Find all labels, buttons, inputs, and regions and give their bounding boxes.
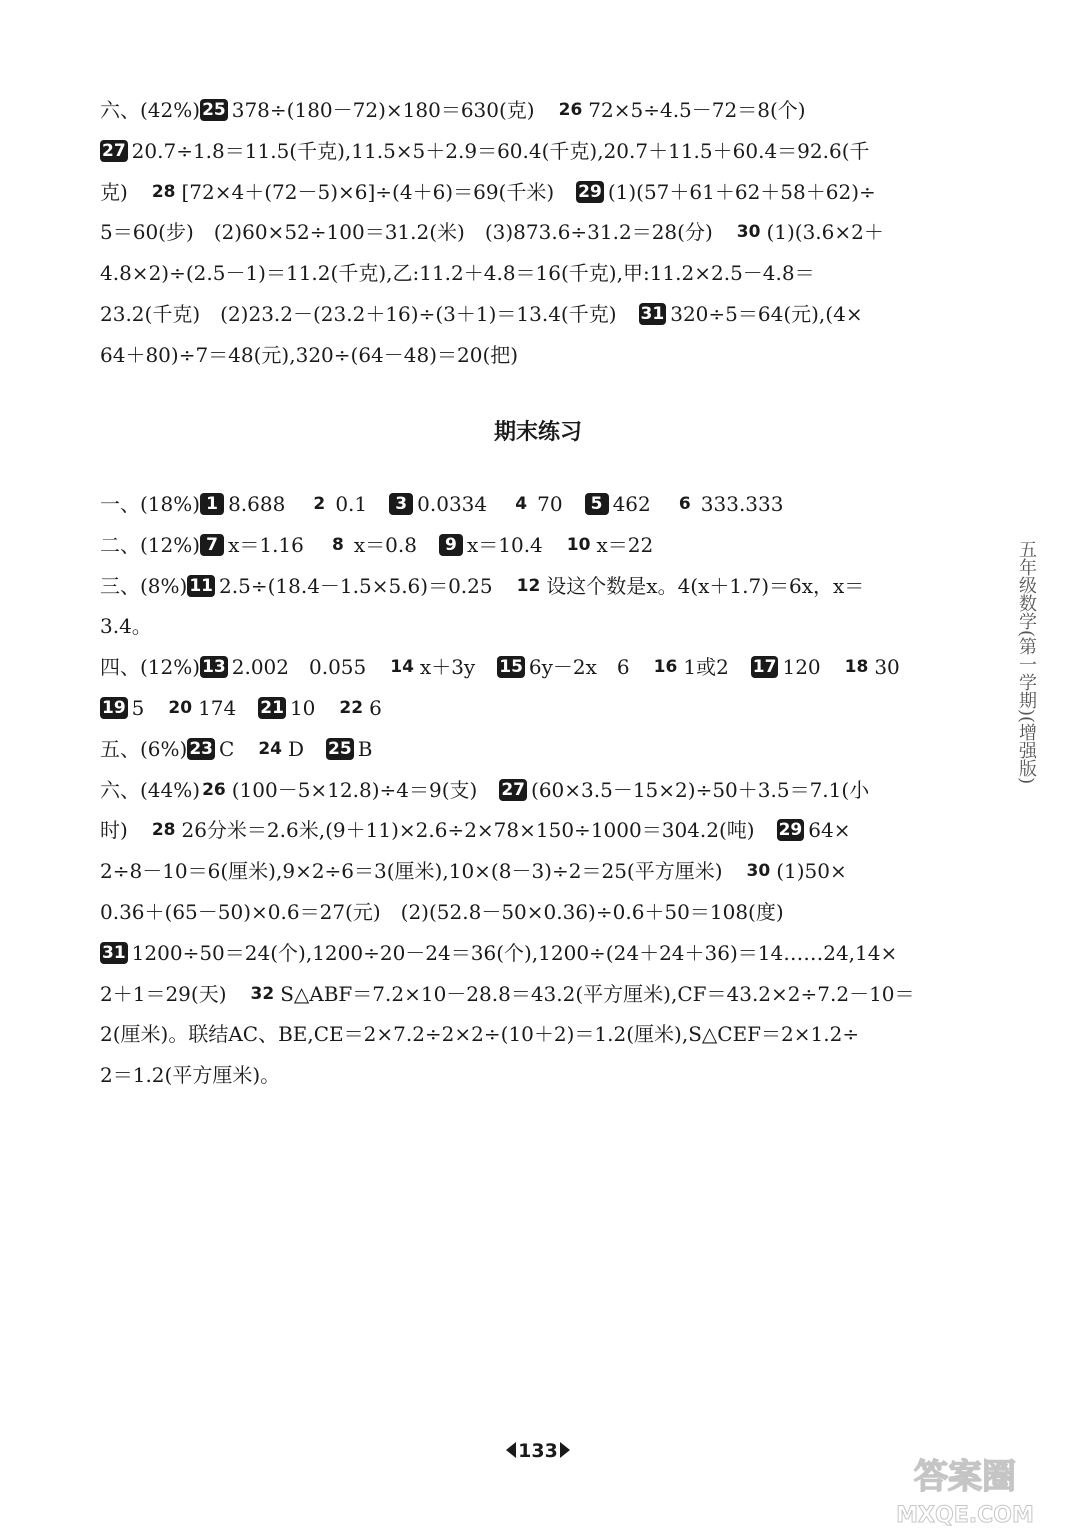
answer-line [100, 335, 518, 375]
answer-line [100, 851, 847, 891]
answer-text: 378÷(180－72)×180＝630(克) [231, 98, 535, 122]
answer-text: 2＝1.2(平方厘米)。 [100, 1063, 281, 1088]
answer-text: 10 [289, 696, 316, 720]
question-number-badge: 32 [250, 983, 275, 1004]
question-number-badge: 28 [151, 820, 176, 841]
answer-text: 2＋1＝29(天) [100, 981, 227, 1006]
question-number-badge: 25 [328, 738, 352, 759]
answer-text: 一、(18%) [100, 492, 201, 516]
answer-text: 462 [612, 492, 651, 516]
answer-text: 70 [537, 492, 563, 516]
answer-text: 三、(8%) [100, 573, 188, 598]
question-number-badge: 23 [189, 738, 214, 759]
answer-text: 20.7÷1.8＝11.5(千克),11.5×5＋2.9＝60.4(千克),20.7＋11.5＋60.4＝92.6(千 [131, 138, 870, 163]
answer-text: 23.2(千克) (2)23.2－(23.2＋16)÷(3＋1)＝13.4(千克) [100, 302, 617, 326]
answer-text: 1200÷50＝24(个),1200÷20－24＝36(个),1200÷(24＋24＋36)＝14……24,14× [131, 940, 898, 965]
question-number-badge: 29 [578, 181, 602, 202]
answer-text: S△ABF＝7.2×10－28.8＝43.2(平方厘米),CF＝43.2×2÷7.2－10＝ [280, 981, 915, 1006]
answer-text: 5＝60(步) (2)60×52÷100＝31.2(米) (3)873.6÷31.2＝28(分) [100, 220, 713, 245]
arrow-left-icon [506, 1442, 516, 1458]
question-number-badge: 26 [202, 779, 226, 800]
question-number-badge: 31 [640, 304, 665, 324]
answer-text: (1)(57＋61＋62＋58＋62)÷ [607, 179, 876, 204]
question-number-badge: 27 [501, 779, 526, 800]
question-number-badge: 3 [389, 493, 413, 515]
answer-text: 0.36＋(65－50)×0.6＝27(元) (2)(52.8－50×0.36)÷0.6＋50＝108(度) [100, 900, 784, 924]
question-number-badge: 15 [499, 657, 523, 678]
answer-text: 320÷5＝64(元),(4× [670, 302, 863, 326]
answer-text: (60×3.5－15×2)÷50＋3.5＝7.1(小 [531, 777, 870, 802]
answer-text: (1)(3.6×2＋ [766, 220, 884, 245]
answer-line [100, 212, 884, 252]
answer-line [100, 253, 815, 293]
answer-text: 0.1 [335, 492, 368, 516]
answer-line [100, 131, 870, 171]
question-number-badge: 31 [102, 942, 126, 963]
answer-text: 26分米＝2.6米,(9＋11)×2.6÷2×78×150÷1000＝304.2(吨) [181, 818, 755, 843]
question-number-badge: 13 [202, 657, 226, 678]
answer-text: 0.0334 [417, 492, 488, 516]
answer-line [100, 729, 372, 769]
answer-text: 二、(12%) [100, 532, 201, 557]
answer-text: 2÷8－10＝6(厘米),9×2÷6＝3(厘米),10×(8－3)÷2＝25(平方厘米) [100, 859, 723, 884]
question-number-badge: 1 [200, 493, 224, 515]
answer-text: 120 [782, 655, 821, 680]
answer-line [100, 1014, 859, 1054]
answer-line [100, 810, 850, 850]
answer-text: 时) [100, 818, 128, 843]
answer-text: 30 [874, 655, 900, 680]
question-number-badge: 10 [566, 534, 591, 555]
question-number-badge: 30 [746, 861, 771, 882]
answer-text: C [219, 736, 235, 761]
answer-text: B [357, 736, 373, 761]
answer-text: x＋3y [419, 655, 476, 680]
question-number-badge: 28 [151, 181, 176, 202]
answer-text: x＝22 [596, 532, 654, 557]
question-number-badge: 16 [653, 657, 678, 678]
answer-text: x＝0.8 [353, 532, 417, 557]
answer-text: 333.333 [700, 492, 784, 516]
answer-text: 174 [198, 696, 237, 720]
question-number-badge: 14 [390, 657, 414, 678]
answer-text: (1)50× [776, 859, 847, 884]
answer-line [100, 90, 806, 130]
answer-text: [72×4＋(72－5)×6]÷(4＋6)＝69(千米) [181, 179, 555, 204]
question-number-badge: 5 [585, 493, 609, 515]
answer-text: 1或2 [683, 655, 729, 680]
question-number-badge: 29 [778, 820, 803, 841]
question-number-badge: 11 [189, 575, 214, 596]
question-number-badge: 6 [673, 493, 697, 515]
question-number-badge: 18 [844, 657, 869, 678]
answer-text: 72×5÷4.5－72＝8(个) [588, 98, 806, 122]
answer-line [100, 688, 382, 728]
answer-text: 设这个数是x。4(x＋1.7)＝6x，x＝ [546, 573, 865, 598]
answer-text: 6y－2x 6 [528, 655, 630, 680]
side-book-title: 五年级数学(第一学期)(增强版) [1016, 540, 1037, 785]
arrow-right-icon [560, 1442, 570, 1458]
answer-text: x＝10.4 [466, 532, 543, 557]
answer-text: 64× [808, 818, 851, 843]
answer-line [100, 1055, 280, 1095]
watermark-logo [880, 1450, 1050, 1530]
answer-text: 五、(6%) [100, 736, 188, 761]
question-number-badge: 8 [326, 534, 350, 556]
question-number-badge: 7 [200, 534, 224, 556]
question-number-badge: 4 [509, 493, 533, 515]
answer-text: 克) [100, 179, 128, 204]
answer-text: 3.4。 [100, 614, 152, 639]
page-number-text: 133 [518, 1440, 558, 1462]
question-number-badge: 24 [258, 738, 282, 759]
answer-line [100, 525, 653, 565]
answer-text: 六、(42%) [100, 98, 201, 122]
answer-text: 4.8×2)÷(2.5－1)＝11.2(千克),乙:11.2＋4.8＝16(千克),甲:11.2×2.5－4.8＝ [100, 261, 815, 286]
answer-text: 8.688 [228, 492, 286, 516]
question-number-badge: 19 [102, 698, 126, 718]
watermark-line2: MXQE.COM [896, 1503, 1034, 1528]
answer-text: 六、(44%) [100, 777, 201, 802]
answer-line [100, 933, 897, 973]
answer-line [100, 770, 869, 810]
answer-text: 5 [131, 696, 145, 720]
answer-line [100, 566, 864, 606]
answer-text: 2(厘米)。联结AC、BE,CE＝2×7.2÷2×2÷(10＋2)＝1.2(厘米),S△CEF＝2×1.2÷ [100, 1022, 860, 1047]
answer-line [100, 892, 784, 932]
answer-text: 64＋80)÷7＝48(元),320÷(64－48)＝20(把) [100, 342, 519, 367]
answer-line [100, 606, 152, 646]
answer-text: 6 [369, 696, 382, 720]
question-number-badge: 25 [202, 100, 226, 120]
answer-line [100, 172, 876, 212]
answer-text: 2.002 0.055 [231, 655, 367, 680]
question-number-badge: 17 [752, 657, 777, 678]
answer-line [100, 647, 900, 687]
question-number-badge: 20 [168, 698, 193, 718]
question-number-badge: 26 [558, 100, 583, 120]
answer-text: x＝1.16 [228, 532, 304, 557]
answer-line [100, 484, 783, 524]
answer-text: 四、(12%) [100, 655, 201, 680]
section-title: 期末练习 [493, 420, 582, 445]
question-number-badge: 2 [307, 493, 331, 515]
question-number-badge: 21 [260, 698, 284, 718]
answer-text: D [288, 736, 305, 761]
watermark-line1: 答案圈 [914, 1457, 1016, 1497]
question-number-badge: 12 [516, 575, 541, 596]
answer-line [100, 294, 863, 334]
question-number-badge: 30 [736, 222, 761, 243]
answer-line [100, 974, 915, 1014]
question-number-badge: 27 [102, 140, 126, 161]
question-number-badge: 9 [439, 534, 463, 556]
answer-text: 2.5÷(18.4－1.5×5.6)＝0.25 [219, 573, 493, 598]
question-number-badge: 22 [339, 698, 364, 718]
answer-text: (100－5×12.8)÷4＝9(支) [231, 777, 478, 802]
